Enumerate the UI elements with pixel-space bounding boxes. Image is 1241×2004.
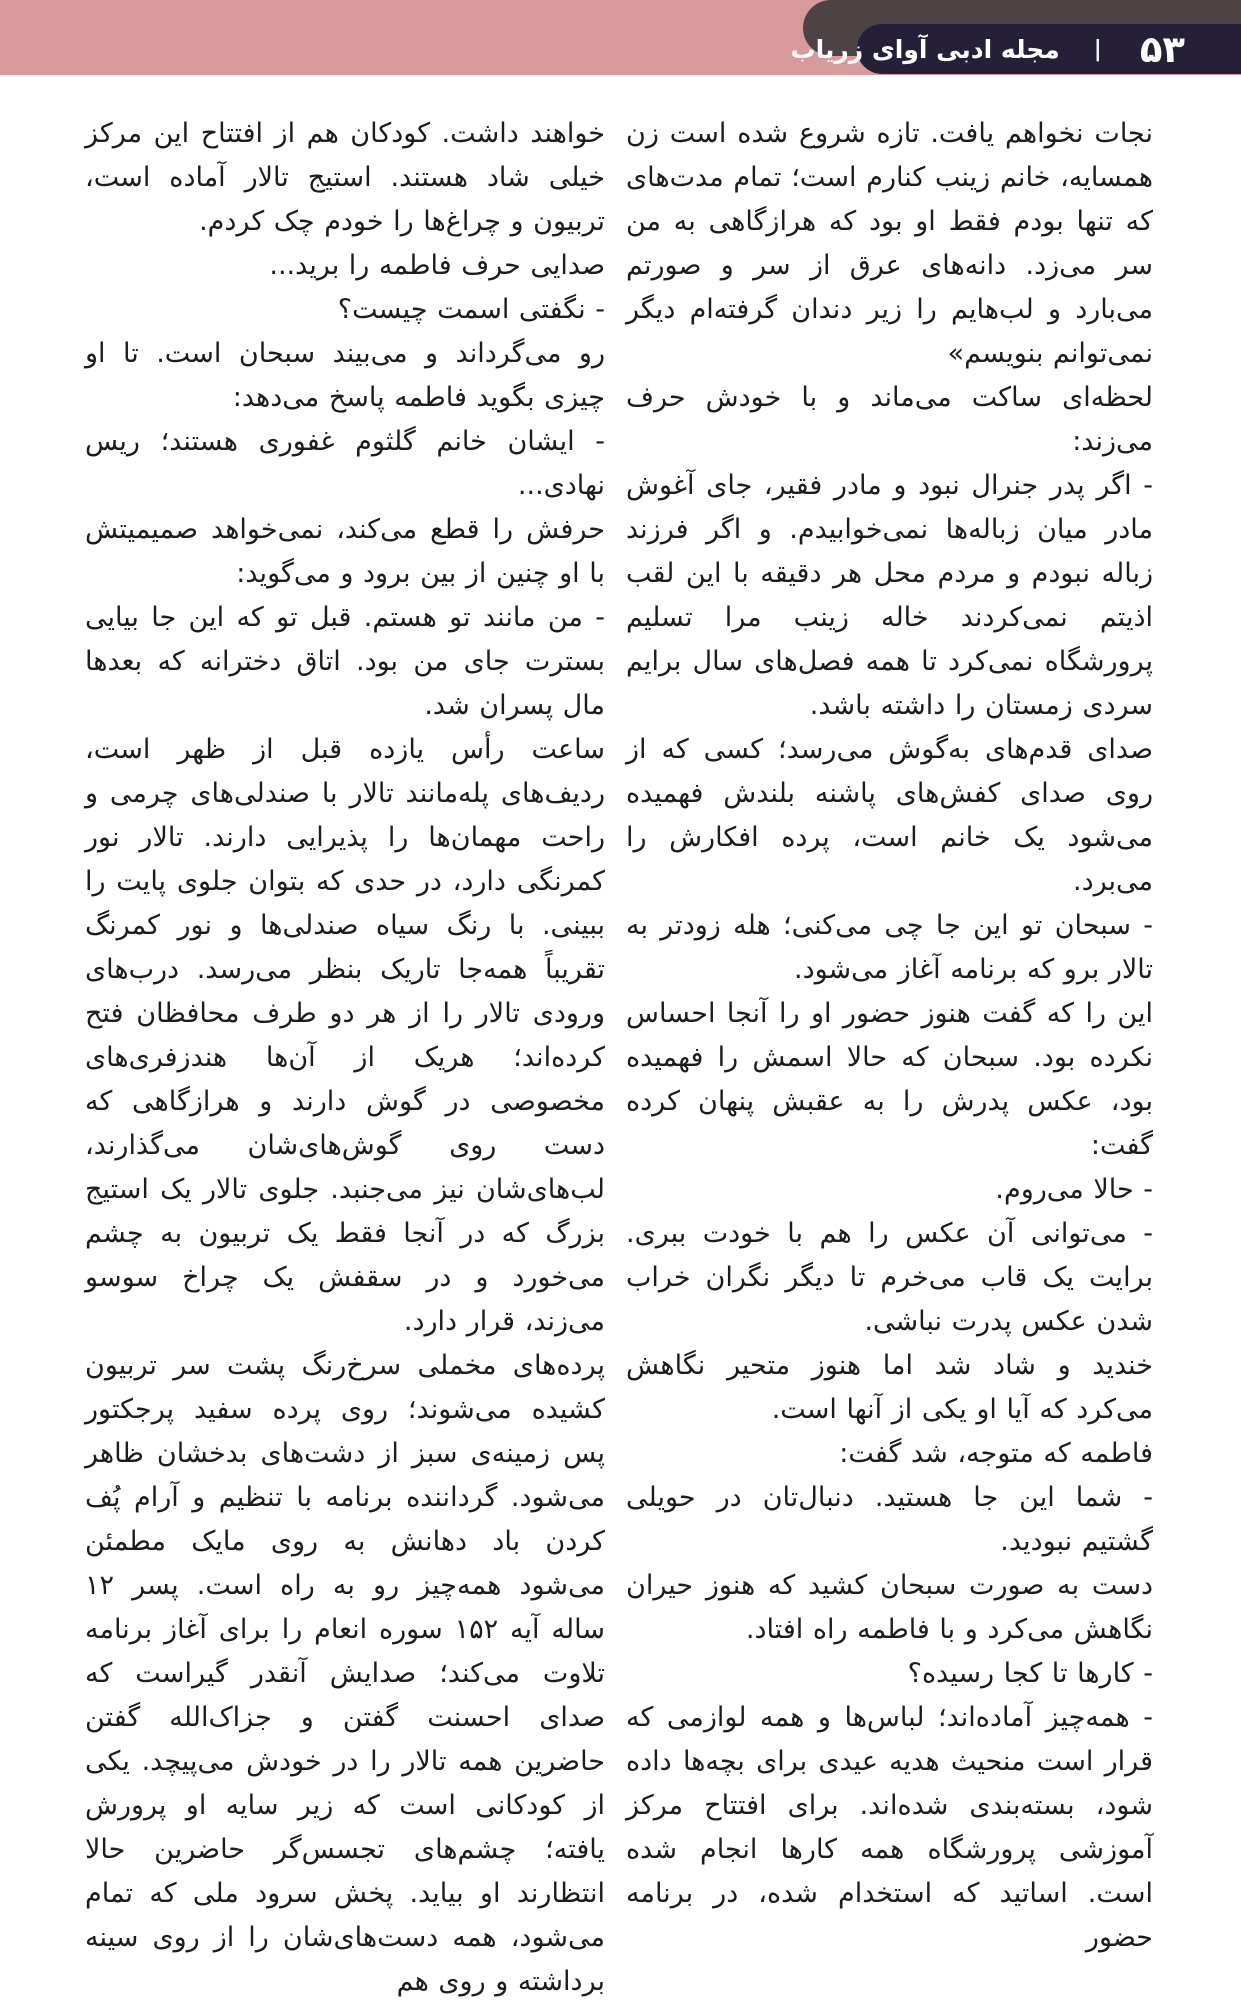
paragraph: - نگفتی اسمت چیست؟: [337, 294, 605, 325]
header-divider: |: [1093, 36, 1102, 62]
paragraph: - سبحان تو این جا چی می‌کنی؛ هله زودتر به تالار برو که برنامه آغاز می‌شود.: [626, 910, 1153, 985]
paragraph: - شما این جا هستید. دنبال‌تان در حویلی گشتیم نبودید.: [626, 1482, 1153, 1557]
paragraph: لحظه‌ای ساکت می‌ماند و با خودش حرف می‌زند:: [626, 382, 1153, 457]
paragraph: صدایی حرف فاطمه را برید...: [269, 250, 605, 281]
paragraph: دست به صورت سبحان کشید که هنوز حیران نگاهش می‌کرد و با فاطمه راه افتاد.: [626, 1570, 1153, 1645]
page-number: ۵۳: [1139, 27, 1185, 71]
text-column-left: [85, 112, 605, 2004]
paragraph: نجات نخواهم یافت. تازه شروع شده است زن همسایه، خانم زینب کنارم است؛ تمام مدت‌های که تنها بودم فقط او بود که هرازگاهی به من سر می‌زد. دانه‌های عرق از سر و صورتم می‌بارد و لب‌هایم را زیر دندان گرفته‌ام دیگر نمی‌توانم بنویسم»: [626, 118, 1153, 369]
paragraph: - کارها تا کجا رسیده؟: [907, 1658, 1153, 1689]
paragraph: - اگر پدر جنرال نبود و مادر فقیر، جای آغوش مادر میان زباله‌ها نمی‌خوابیدم. و اگر فرزند زباله نبودم و مردم محل هر دقیقه با این لقب اذیتم نمی‌کردند خاله زینب مرا تسلیم پرورشگاه نمی‌کرد تا همه فصل‌های سال برایم سردی زمستان را داشته باشد.: [626, 470, 1153, 721]
paragraph: این را که گفت هنوز حضور او را آنجا احساس نکرده بود. سبحان که حالا اسمش را فهمیده بود، عکس پدرش را به عقبش پنهان کرده گفت:: [626, 998, 1153, 1161]
paragraph: - همه‌چیز آماده‌اند؛ لباس‌ها و همه لوازمی که قرار است منحیث هدیه عیدی برای بچه‌ها داده شود، بسته‌بندی شده‌اند. برای افتتاح مرکز آموزشی پرورشگاه همه کارها انجام شده است. اساتید که استخدام شده، در برنامه حضور: [626, 1702, 1153, 1953]
paragraph: - من مانند تو هستم. قبل تو که این جا بیایی بسترت جای من بود. اتاق دخترانه که بعدها مال پسران شد.: [85, 602, 605, 721]
paragraph: فاطمه که متوجه، شد گفت:: [839, 1438, 1153, 1469]
paragraph: ساعت رأس یازده قبل از ظهر است، ردیف‌های پله‌مانند تالار با صندلی‌های چرمی و راحت مهمان‌ها را پذیرایی دارند. تالار نور کمرنگی دارد، در حدی که بتوان جلوی پایت را ببینی. با رنگ سیاه صندلی‌ها و نور کمرنگ تقریباً همه‌جا تاریک بنظر می‌رسد. درب‌های ورودی تالار را از هر دو طرف محافظان فتح کرده‌اند؛ هریک از آن‌ها هندزفری‌های مخصوصی در گوش دارند و هرازگاهی که دست روی گوش‌های‌شان می‌گذارند، لب‌های‌شان نیز می‌جنبد. جلوی تالار یک استیج بزرگ که در آنجا فقط یک تربیون به چشم می‌خورد و در سقفش یک چراخ سوسو می‌زند، قرار دارد.: [85, 734, 605, 1337]
paragraph: رو می‌گرداند و می‌بیند سبحان است. تا او چیزی بگوید فاطمه پاسخ می‌دهد:: [85, 338, 605, 413]
page-header-pill: [790, 24, 1241, 74]
paragraph: - ایشان خانم گلثوم غفوری هستند؛ ریس نهادی...: [85, 426, 605, 501]
paragraph: صدای قدم‌های به‌گوش می‌رسد؛ کسی که از روی صدای کفش‌های پاشنه بلندش فهمیده می‌شود یک خانم است، پرده افکارش را می‌برد.: [626, 734, 1153, 897]
paragraph: خواهند داشت. کودکان هم از افتتاح این مرکز خیلی شاد هستند. استیج تالار آماده است، تربیون و چراغ‌ها را خودم چک کردم.: [85, 118, 605, 237]
paragraph: پرده‌های مخملی سرخ‌رنگ پشت سر تربیون کشیده می‌شوند؛ روی پرده سفید پرجکتور پس زمینه‌ی سبز از دشت‌های بدخشان ظاهر می‌شود. گرداننده برنامه با تنظیم و آرام پُف کردن باد دهانش به روی مایک مطمئن می‌شود همه‌چیز رو به راه است. پسر ۱۲ ساله آیه ۱۵۲ سوره انعام را برای آغاز برنامه تلاوت می‌کند؛ صدایش آنقدر گیراست که صدای احسنت گفتن و جزاک‌الله گفتن حاضرین همه تالار را در خودش می‌پیچد. یکی از کودکانی است که زیر سایه او پرورش یافته؛ چشم‌های تجسس‌گر حاضرین حالا انتظارند او بیاید. پخش سرود ملی که تمام می‌شود، همه دست‌های‌شان را از روی سینه برداشته و روی هم: [85, 1350, 605, 1997]
paragraph: - حالا می‌روم.: [995, 1174, 1153, 1205]
paragraph: حرفش را قطع می‌کند، نمی‌خواهد صمیمیتش با او چنین از بین برود و می‌گوید:: [85, 514, 605, 589]
paragraph: خندید و شاد شد اما هنوز متحیر نگاهش می‌کرد که آیا او یکی از آنها است.: [626, 1350, 1153, 1425]
text-column-right: [626, 112, 1153, 1960]
paragraph: - می‌توانی آن عکس را هم با خودت ببری. برایت یک قاب می‌خرم تا دیگر نگران خراب شدن عکس پدرت نباشی.: [626, 1218, 1153, 1337]
magazine-title: مجله ادبی آوای زریاب: [790, 34, 1060, 64]
